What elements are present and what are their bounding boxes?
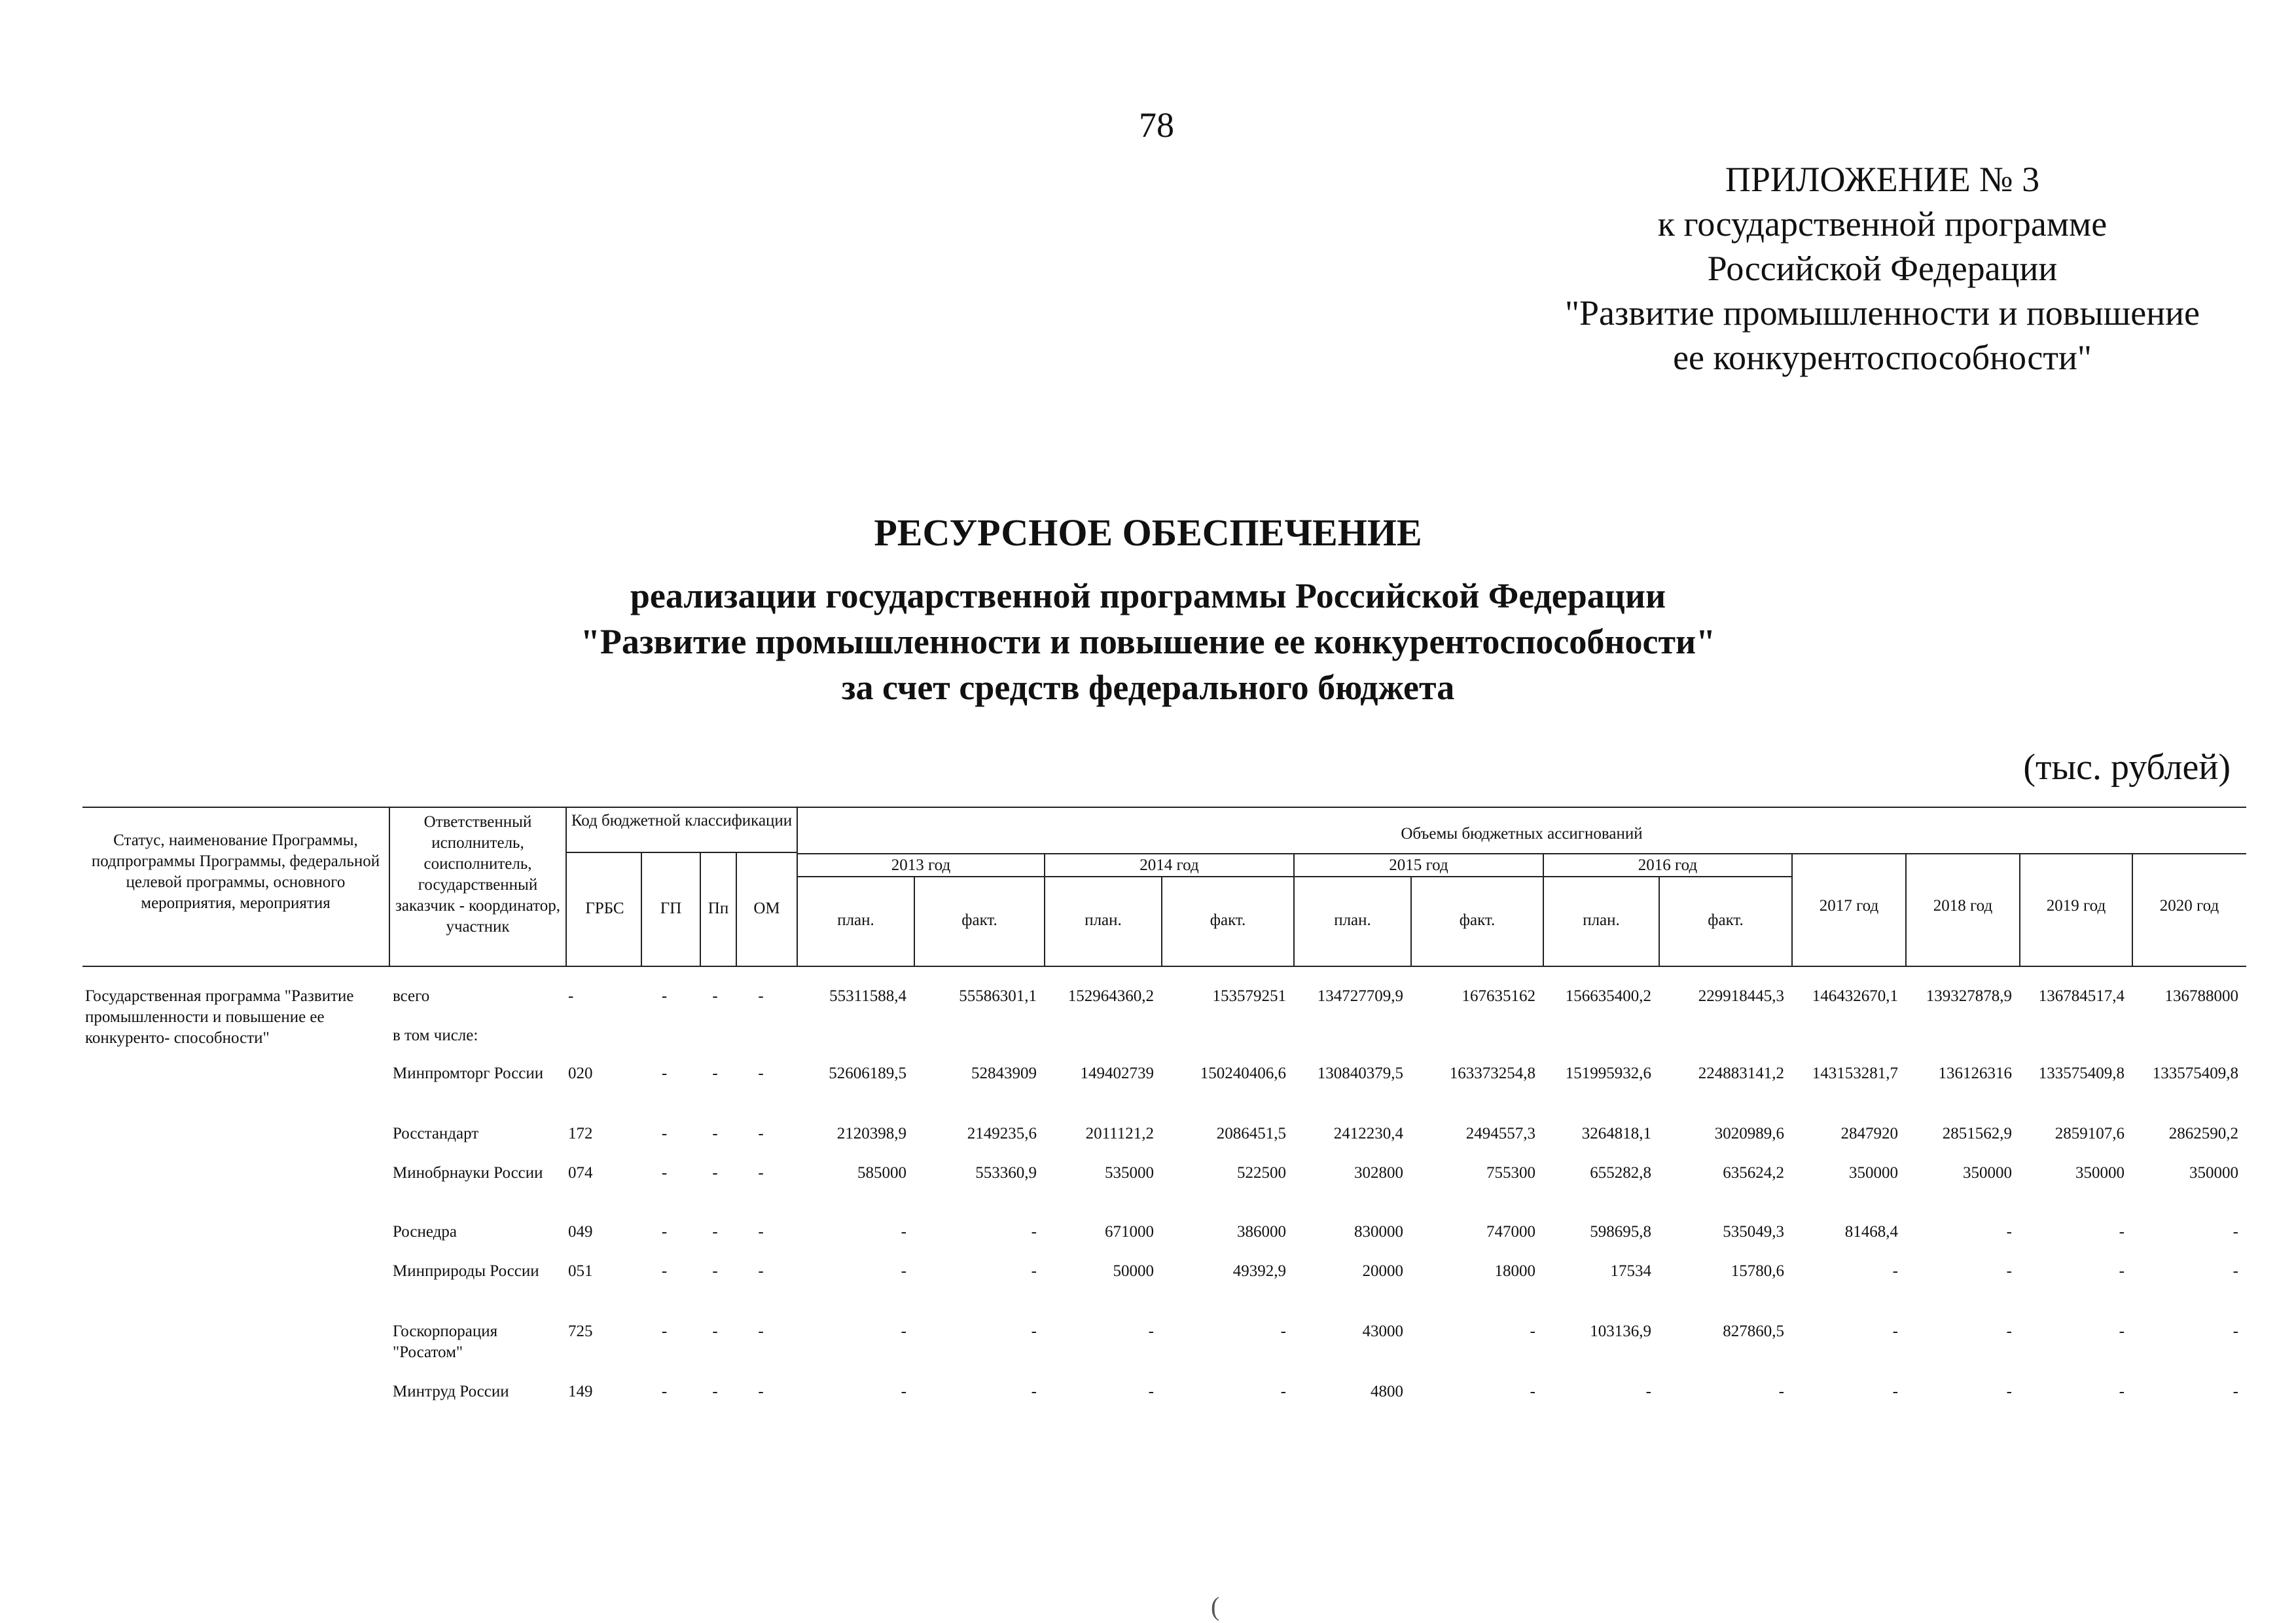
row-value: 229918445,3 xyxy=(1698,987,1784,1005)
row-value: 3020989,6 xyxy=(1714,1125,1784,1142)
header-code: ГРБС xyxy=(585,900,624,917)
row-value: 2859107,6 xyxy=(2054,1125,2125,1142)
row-value: - xyxy=(1645,1383,1651,1400)
row-value: 20000 xyxy=(1362,1262,1403,1280)
row-grbs: - xyxy=(568,987,574,1005)
row-value: 2011121,2 xyxy=(1085,1125,1154,1142)
row-om: - xyxy=(758,987,764,1005)
row-pp: - xyxy=(712,1383,718,1400)
row-value: 139327878,9 xyxy=(1926,987,2012,1005)
row-value: 671000 xyxy=(1105,1223,1154,1241)
row-value: 81468,4 xyxy=(1844,1223,1898,1241)
header-fact: факт. xyxy=(961,911,997,929)
header-fact: факт. xyxy=(1459,911,1496,929)
row-om: - xyxy=(758,1125,764,1142)
row-value: - xyxy=(1031,1322,1037,1340)
row-value: 585000 xyxy=(857,1164,906,1182)
row-value: 55311588,4 xyxy=(829,987,906,1005)
row-value: 635624,2 xyxy=(1723,1164,1784,1182)
row-value: 302800 xyxy=(1354,1164,1403,1182)
row-value: 146432670,1 xyxy=(1812,987,1898,1005)
row-pp: - xyxy=(712,1065,718,1082)
subtitle-line: за счет средств федерального бюджета xyxy=(841,668,1455,707)
header-plan: план. xyxy=(1085,911,1122,929)
row-executor: Минобрнауки России xyxy=(393,1164,543,1182)
header-fact: факт. xyxy=(1708,911,1744,929)
row-value: 386000 xyxy=(1237,1223,1286,1241)
header-year: 2013 год xyxy=(891,856,951,874)
row-value: 350000 xyxy=(1849,1164,1898,1182)
row-value: 598695,8 xyxy=(1590,1223,1651,1241)
row-value: 136126316 xyxy=(1938,1065,2012,1082)
row-executor: Госкорпорация "Росатом" xyxy=(393,1322,498,1361)
appendix-block xyxy=(1555,157,2210,380)
row-value: 2847920 xyxy=(1840,1125,1898,1142)
row-value: - xyxy=(2119,1383,2125,1400)
row-value: - xyxy=(2119,1223,2125,1241)
row-value: 167635162 xyxy=(1462,987,1535,1005)
row-grbs: 049 xyxy=(568,1223,593,1241)
row-pp: - xyxy=(712,1322,718,1340)
row-om: - xyxy=(758,1223,764,1241)
row-gp: - xyxy=(661,987,668,1005)
row-value: 350000 xyxy=(2189,1164,2238,1182)
row-value: - xyxy=(1031,1383,1037,1400)
appendix-title: ПРИЛОЖЕНИЕ № 3 xyxy=(1725,160,2040,199)
row-value: 535049,3 xyxy=(1723,1223,1784,1241)
row-value: 136788000 xyxy=(2164,987,2238,1005)
row-value: - xyxy=(2119,1322,2125,1340)
row-value: 143153281,7 xyxy=(1812,1065,1898,1082)
row-value: - xyxy=(901,1383,906,1400)
row-value: - xyxy=(2233,1223,2238,1241)
row-value: - xyxy=(2006,1262,2012,1280)
row-value: - xyxy=(1892,1322,1898,1340)
row-value: - xyxy=(2233,1322,2238,1340)
header-budget-code: Код бюджетной классификации xyxy=(571,812,793,830)
row-value: - xyxy=(2006,1322,2012,1340)
document-subtitle xyxy=(0,573,2296,710)
row-value: - xyxy=(1280,1322,1286,1340)
row-value: 2120398,9 xyxy=(836,1125,906,1142)
row-grbs: 172 xyxy=(568,1125,593,1142)
row-value: 553360,9 xyxy=(975,1164,1037,1182)
row-value: 2149235,6 xyxy=(967,1125,1037,1142)
row-value: - xyxy=(1530,1322,1535,1340)
row-value: 43000 xyxy=(1362,1322,1403,1340)
row-value: 52843909 xyxy=(971,1065,1037,1082)
row-value: 2412230,4 xyxy=(1333,1125,1403,1142)
header-year: 2015 год xyxy=(1389,856,1448,874)
row-value: - xyxy=(2006,1223,2012,1241)
row-value: - xyxy=(1892,1383,1898,1400)
including-label: в том числе: xyxy=(393,1027,478,1044)
header-executor: Ответственный исполнитель, соисполнитель, государственный заказчик - координатор, участник xyxy=(395,813,560,936)
row-pp: - xyxy=(712,1223,718,1241)
row-value: 15780,6 xyxy=(1731,1262,1784,1280)
document-title: РЕСУРСНОЕ ОБЕСПЕЧЕНИЕ xyxy=(874,511,1422,554)
row-value: - xyxy=(1530,1383,1535,1400)
row-grbs: 725 xyxy=(568,1322,593,1340)
header-year: 2019 год xyxy=(2046,897,2106,915)
header-year: 2017 год xyxy=(1819,897,1879,915)
header-status: Статус, наименование Программы, подпрограммы Программы, федеральной целевой программы, основного мероприятия, мероприятия xyxy=(91,831,380,912)
row-value: 153579251 xyxy=(1212,987,1286,1005)
row-value: 130840379,5 xyxy=(1317,1065,1403,1082)
header-year: 2018 год xyxy=(1933,897,1993,915)
row-grbs: 149 xyxy=(568,1383,593,1400)
row-om: - xyxy=(758,1065,764,1082)
header-code: ГП xyxy=(660,900,682,917)
row-gp: - xyxy=(661,1125,668,1142)
row-value: - xyxy=(1031,1223,1037,1241)
row-value: 2494557,3 xyxy=(1465,1125,1535,1142)
row-value: 152964360,2 xyxy=(1067,987,1154,1005)
appendix-line: ее конкурентоспособности" xyxy=(1673,338,2092,377)
row-value: 827860,5 xyxy=(1723,1322,1784,1340)
header-fact: факт. xyxy=(1210,911,1246,929)
row-value: 134727709,9 xyxy=(1317,987,1403,1005)
row-om: - xyxy=(758,1383,764,1400)
row-pp: - xyxy=(712,1262,718,1280)
row-executor: Минпромторг России xyxy=(393,1065,544,1082)
row-value: 55586301,1 xyxy=(959,987,1037,1005)
appendix-line: Российской Федерации xyxy=(1707,249,2058,288)
row-value: - xyxy=(2233,1383,2238,1400)
row-value: - xyxy=(2006,1383,2012,1400)
row-value: 4800 xyxy=(1371,1383,1403,1400)
row-value: 133575409,8 xyxy=(2038,1065,2125,1082)
row-value: 150240406,6 xyxy=(1200,1065,1286,1082)
row-value: - xyxy=(1148,1322,1154,1340)
appendix-line: "Развитие промышленности и повышение xyxy=(1564,293,2200,333)
header-plan: план. xyxy=(1334,911,1371,929)
row-gp: - xyxy=(661,1164,668,1182)
row-executor: всего xyxy=(393,987,430,1005)
row-gp: - xyxy=(661,1223,668,1241)
row-value: - xyxy=(2233,1262,2238,1280)
row-value: 350000 xyxy=(1963,1164,2012,1182)
row-executor: Росстандарт xyxy=(393,1125,479,1142)
row-value: - xyxy=(1778,1383,1784,1400)
row-value: 224883141,2 xyxy=(1698,1065,1784,1082)
program-name: Государственная программа "Развитие промышленности и повышение ее конкуренто- способности" xyxy=(85,987,354,1047)
row-grbs: 020 xyxy=(568,1065,593,1082)
row-pp: - xyxy=(712,1164,718,1182)
row-value: 52606189,5 xyxy=(829,1065,906,1082)
row-value: 522500 xyxy=(1237,1164,1286,1182)
appendix-line: к государственной программе xyxy=(1657,204,2108,244)
row-value: 149402739 xyxy=(1080,1065,1154,1082)
row-gp: - xyxy=(661,1262,668,1280)
scan-mark: ( xyxy=(1211,1592,1220,1621)
row-value: 163373254,8 xyxy=(1449,1065,1535,1082)
row-value: 755300 xyxy=(1486,1164,1535,1182)
row-value: 136784517,4 xyxy=(2038,987,2125,1005)
row-value: 151995932,6 xyxy=(1565,1065,1651,1082)
row-pp: - xyxy=(712,1125,718,1142)
row-executor: Минтруд России xyxy=(393,1383,509,1400)
header-volumes: Объемы бюджетных ассигнований xyxy=(1401,825,1643,843)
row-value: 830000 xyxy=(1354,1223,1403,1241)
row-gp: - xyxy=(661,1322,668,1340)
row-gp: - xyxy=(661,1383,668,1400)
row-value: 50000 xyxy=(1113,1262,1154,1280)
row-value: - xyxy=(901,1223,906,1241)
row-value: 350000 xyxy=(2075,1164,2125,1182)
row-value: 133575409,8 xyxy=(2152,1065,2238,1082)
row-value: 535000 xyxy=(1105,1164,1154,1182)
row-value: 2862590,2 xyxy=(2168,1125,2238,1142)
row-value: 49392,9 xyxy=(1232,1262,1286,1280)
row-om: - xyxy=(758,1322,764,1340)
row-pp: - xyxy=(712,987,718,1005)
row-value: - xyxy=(2119,1262,2125,1280)
row-value: 103136,9 xyxy=(1590,1322,1651,1340)
subtitle-line: реализации государственной программы Российской Федерации xyxy=(630,576,1666,615)
units-label: (тыс. рублей) xyxy=(2023,747,2231,788)
row-executor: Минприроды России xyxy=(393,1262,539,1280)
row-grbs: 051 xyxy=(568,1262,593,1280)
row-value: 2851562,9 xyxy=(1942,1125,2012,1142)
subtitle-line: "Развитие промышленности и повышение ее конкурентоспособности" xyxy=(580,622,1716,661)
row-value: - xyxy=(1280,1383,1286,1400)
header-year: 2014 год xyxy=(1139,856,1199,874)
header-year: 2016 год xyxy=(1638,856,1698,874)
row-value: - xyxy=(1148,1383,1154,1400)
row-value: 17534 xyxy=(1610,1262,1651,1280)
header-code: ОМ xyxy=(753,900,780,917)
row-value: 655282,8 xyxy=(1590,1164,1651,1182)
header-code: Пп xyxy=(708,900,729,917)
row-value: 2086451,5 xyxy=(1216,1125,1286,1142)
row-value: - xyxy=(1031,1262,1037,1280)
row-value: 747000 xyxy=(1486,1223,1535,1241)
row-value: - xyxy=(1892,1262,1898,1280)
row-executor: Роснедра xyxy=(393,1223,457,1241)
row-om: - xyxy=(758,1262,764,1280)
row-value: 3264818,1 xyxy=(1581,1125,1651,1142)
page-number: 78 xyxy=(1139,105,1174,145)
row-value: - xyxy=(901,1262,906,1280)
row-value: 18000 xyxy=(1494,1262,1535,1280)
row-gp: - xyxy=(661,1065,668,1082)
header-plan: план. xyxy=(1583,911,1620,929)
row-value: 156635400,2 xyxy=(1565,987,1651,1005)
header-plan: план. xyxy=(837,911,874,929)
row-om: - xyxy=(758,1164,764,1182)
header-year: 2020 год xyxy=(2159,897,2219,915)
row-value: - xyxy=(901,1322,906,1340)
row-grbs: 074 xyxy=(568,1164,593,1182)
